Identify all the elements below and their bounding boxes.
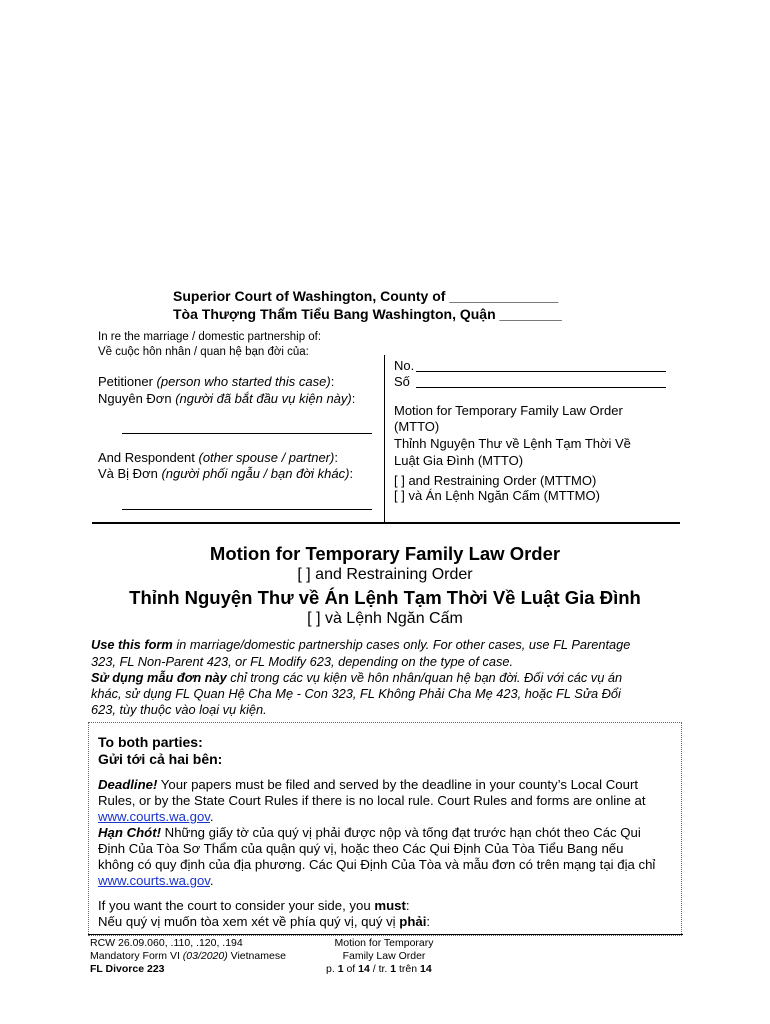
footer-mandatory-b: (03/2020) xyxy=(182,950,228,962)
petitioner-vi-label: Nguyên Đơn xyxy=(98,391,172,406)
deadline-line-1 xyxy=(98,777,675,793)
respondent-vi-note: (người phối ngẫu / bạn đời khác) xyxy=(161,466,350,481)
case-no-line-vi[interactable] xyxy=(416,387,666,388)
footer-mandatory-c: Vietnamese xyxy=(227,950,286,962)
deadline-vi-lead: Hạn Chót! xyxy=(98,825,161,840)
instructions-en-1 xyxy=(91,637,630,652)
deadline-vi-rest: Những giấy tờ của quý vị phải được nộp và tống đạt trước hạn chót theo Các Qui xyxy=(161,825,641,840)
petitioner-line-en xyxy=(98,374,334,389)
consider-vi-a: Nếu quý vị muốn tòa xem xét về phía quý vị, quý vị xyxy=(98,914,400,929)
colon: : xyxy=(330,374,335,389)
main-sub-en[interactable]: [ ] and Restraining Order xyxy=(297,566,473,583)
notice-to-en: To both parties: xyxy=(98,734,203,750)
deadline-line-2: Rules, or by the State Court Rules if there is no local rule. Court Rules and forms are online at xyxy=(98,793,646,808)
in-re-en: In re the marriage / domestic partnership of: xyxy=(98,331,322,343)
page-f: 1 xyxy=(390,963,397,975)
respondent-name-line[interactable] xyxy=(122,509,372,510)
instructions-en-rest: in marriage/domestic partnership cases only. For other cases, use FL Parentage xyxy=(172,637,631,652)
colon: : xyxy=(351,391,356,406)
colon: : xyxy=(334,450,338,465)
main-title-en: Motion for Temporary Family Law Order xyxy=(209,543,561,564)
case-title-en-1: Motion for Temporary Family Law Order xyxy=(394,403,623,418)
page-h: 14 xyxy=(420,963,432,975)
footer-form: FL Divorce 223 xyxy=(90,963,165,975)
footer-mandatory-a: Mandatory Form VI xyxy=(90,950,183,962)
instructions-en-lead: Use this form xyxy=(91,637,173,652)
consider-vi-c: : xyxy=(426,914,431,929)
petitioner-name-line[interactable] xyxy=(122,433,372,434)
footer-rule xyxy=(88,934,683,935)
colon: : xyxy=(349,466,354,481)
petitioner-label: Petitioner xyxy=(98,374,153,389)
courts-link-2[interactable]: www.courts.wa.gov xyxy=(98,873,210,888)
page-a: p. xyxy=(326,963,338,975)
respondent-label: And Respondent xyxy=(98,450,195,465)
page-e: / tr. xyxy=(369,963,391,975)
dot: . xyxy=(209,809,214,824)
deadline-vi-line-4 xyxy=(98,873,675,889)
instructions-vi-1 xyxy=(91,670,622,685)
deadline-rest: Your papers must be filed and served by the deadline in your county’s Local Court xyxy=(157,777,639,792)
deadline-lead: Deadline! xyxy=(98,777,158,792)
page-b: 1 xyxy=(337,963,344,975)
deadline-line-3 xyxy=(98,809,675,825)
deadline-vi-line-2: Định Của Tòa Sơ Thẩm của quận quý vị, hoặc theo Các Qui Định Của Tòa Tiểu Bang nếu xyxy=(98,841,624,856)
case-option-vi[interactable]: [ ] và Án Lệnh Ngăn Cấm (MTTMO) xyxy=(394,488,600,503)
respondent-vi-label: Và Bị Đơn xyxy=(98,466,158,481)
page-d: 14 xyxy=(358,963,370,975)
deadline-vi-line-1 xyxy=(98,825,675,841)
instructions-vi-3: 623, tùy thuộc vào loại vụ kiện. xyxy=(91,702,267,717)
petitioner-vi-note: (người đã bắt đầu vụ kiện này) xyxy=(175,391,352,406)
instructions-vi-rest: chỉ trong các vụ kiện về hôn nhân/quan hệ bạn đời. Đối với các vụ án xyxy=(226,670,623,685)
case-title-vi-2: Luật Gia Đình (MTTO) xyxy=(394,453,524,468)
footer-mandatory xyxy=(90,950,286,962)
consider-vi xyxy=(98,914,675,930)
petitioner-line-vi xyxy=(98,391,355,406)
court-name-en: Superior Court of Washington, County of ______________ xyxy=(173,288,559,304)
consider-en-c: : xyxy=(405,898,410,913)
case-option-en[interactable]: [ ] and Restraining Order (MTTMO) xyxy=(394,473,597,488)
court-name-vi: Tòa Thượng Thẩm Tiểu Bang Washington, Quận ________ xyxy=(173,306,562,322)
notice-box xyxy=(88,722,682,936)
page-g: trên xyxy=(396,963,421,975)
case-title-vi-1: Thỉnh Nguyện Thư về Lệnh Tạm Thời Về xyxy=(394,436,631,451)
consider-vi-b: phải xyxy=(399,914,427,929)
instructions-vi-2: khác, sử dụng FL Quan Hệ Cha Mẹ - Con 323, FL Không Phải Cha Mẹ 423, hoặc FL Sửa Đổi xyxy=(91,686,621,701)
footer-rcw: RCW 26.09.060, .110, .120, .194 xyxy=(90,937,243,949)
petitioner-note: (person who started this case) xyxy=(156,374,331,389)
main-sub-vi[interactable]: [ ] và Lệnh Ngăn Cấm xyxy=(307,610,463,627)
consider-en xyxy=(98,898,675,914)
in-re-vi: Về cuộc hôn nhân / quan hệ bạn đời của: xyxy=(98,346,309,358)
footer-page xyxy=(326,963,432,975)
caption-bottom-rule xyxy=(92,522,680,524)
respondent-note: (other spouse / partner) xyxy=(198,450,335,465)
main-title-vi: Thỉnh Nguyện Thư về Án Lệnh Tạm Thời Về Luật Gia Đình xyxy=(129,587,641,608)
case-no-en: No. xyxy=(394,358,415,373)
deadline-vi-line-3: không có quy định của địa phương. Các Qui Định Của Tòa và mẫu đơn có trên mạng tại địa chỉ xyxy=(98,857,656,872)
page-c: of xyxy=(343,963,359,975)
respondent-line-vi xyxy=(98,466,353,481)
instructions-vi-lead: Sử dụng mẫu đơn này xyxy=(91,670,227,685)
case-no-vi: Số xyxy=(394,374,410,389)
consider-en-b: must xyxy=(374,898,406,913)
case-no-line-en[interactable] xyxy=(416,371,666,372)
dot: . xyxy=(209,873,214,888)
instructions-en-2: 323, FL Non-Parent 423, or FL Modify 623, depending on the type of case. xyxy=(91,654,514,669)
consider-en-a: If you want the court to consider your side, you xyxy=(98,898,375,913)
courts-link-1[interactable]: www.courts.wa.gov xyxy=(98,809,210,824)
case-title-en-2: (MTTO) xyxy=(394,419,440,434)
notice-to-vi: Gửi tới cả hai bên: xyxy=(98,751,223,767)
respondent-line-en xyxy=(98,450,338,465)
caption-vertical-divider xyxy=(384,355,385,523)
